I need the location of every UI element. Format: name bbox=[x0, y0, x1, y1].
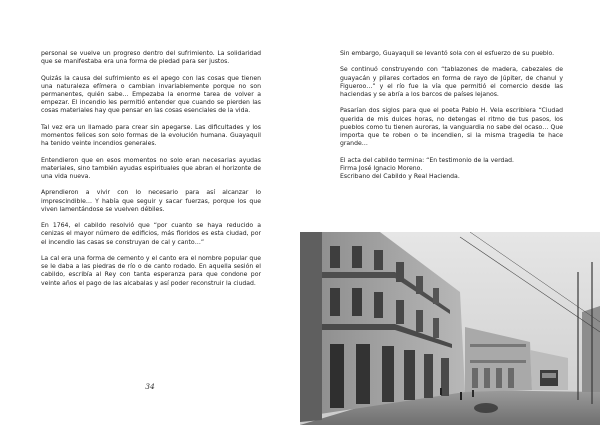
right-text-column bbox=[340, 50, 563, 181]
left-paragraph-4: Entendieron que en esos momentos no solo eran necesarias ayudas materiales, sino también ayudas espirituales que abran el horizonte de una vida nueva. bbox=[41, 156, 261, 180]
signature-line-2: Firma José Ignacio Moreno. bbox=[340, 164, 423, 172]
signature-line-3: Escribano del Cabildo y Real Hacienda. bbox=[340, 173, 460, 180]
signature-line-1: El acta del cabildo termina: “En testimonio de la verdad. bbox=[340, 156, 514, 164]
cabildo-signature bbox=[340, 157, 563, 182]
left-paragraph-6: En 1764, el cabildo resolvió que “por cuanto se haya reducido a cenizas el mayor número de edificios, más floridos es esta ciudad, por el incendio las casas se construyan de cal y canto…” bbox=[41, 222, 261, 246]
left-text-column bbox=[41, 50, 261, 296]
left-paragraph-5: Aprendieron a vivir con lo necesario para así alcanzar lo imprescindible… Y había que seguir y sacar fuerzas, porque los que viven lamentándose se vuelven débiles. bbox=[41, 189, 261, 213]
left-paragraph-2: Quizás la causa del sufrimiento es el apego con las cosas que tienen una naturaleza efímera o cambian invariablemente porque no son permanentes, quién sabe… Empezaba la enorme tarea de volver a empezar. El incendio les permitió entender que cuando se pierden las cosas materiales hay que pensar en las cosas esenciales de la vida. bbox=[41, 74, 261, 115]
left-paragraph-1: personal se vuelve un progreso dentro del sufrimiento. La solidaridad que se manifestaba era una forma de piedad para ser justos. bbox=[41, 50, 261, 66]
right-paragraph-3: Pasarían dos siglos para que el poeta Pablo H. Vela escribiera “Ciudad querida de mis dulces horas, no detengas el ritmo de tus pasos, los pueblos como tu tienen auroras, la vanguardia no sabe del ocaso… Que importa que te roben o te incendien, si la misma tragedia te hace grande… bbox=[340, 107, 563, 148]
historic-street-photo bbox=[300, 232, 600, 425]
left-paragraph-7: La cal era una forma de cemento y el canto era el nombre popular que se le daba a las piedras de río o de canto rodado. En aquella sesión el cabildo, escribía al Rey con tanta esperanza para que condone por veinte años el pago de las alcabalas y así poder reconstruir la ciudad. bbox=[41, 254, 261, 287]
right-paragraph-2: Se continuó construyendo con “tablazones de madera, cabezales de guayacán y pilares cortados en forma de rayo de Júpiter, de chanul y Figueroo…” y el río fue la vía que permitió el comercio desde las haciendas y se abría a los barcos de países lejanos. bbox=[340, 66, 563, 98]
right-paragraph-1: Sin embargo, Guayaquil se levantó sola con el esfuerzo de su pueblo. bbox=[340, 50, 555, 57]
left-paragraph-3: Tal vez era un llamado para crear sin apegarse. Las dificultades y los momentos felices son solo formas de la evolución humana. Guayaquil ha tenido veinte incendios generales. bbox=[41, 123, 261, 148]
page-number: 34 bbox=[145, 382, 155, 391]
